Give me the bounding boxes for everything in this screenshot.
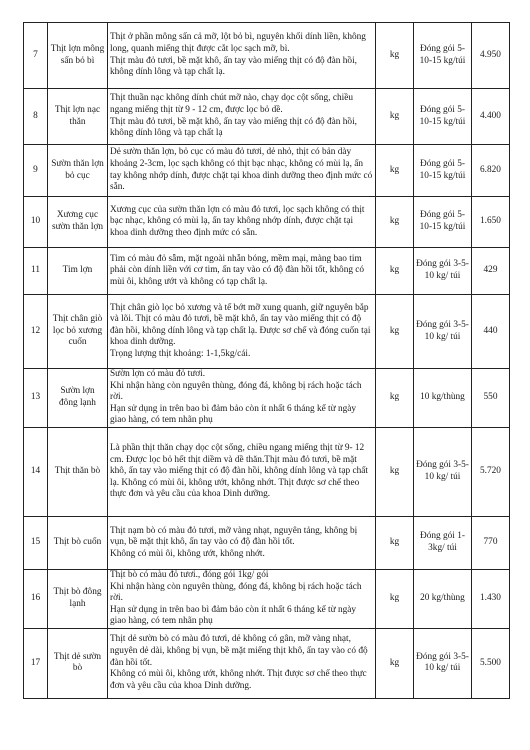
- description-paragraph: Trọng lượng thịt khoảng: 1-1,5kg/cái.: [110, 348, 251, 359]
- description-paragraph: Thịt thuần nạc không dính chút mỡ nào, chạy dọc cột sống, chiều ngang miếng thịt từ 9 - 12 cm, được lọc bỏ dề.: [110, 93, 353, 115]
- packaging: Đóng gói 1-3kg/ túi: [414, 516, 472, 569]
- packaging: Đóng gói 5-10-15 kg/túi: [414, 145, 472, 197]
- description-paragraph: Thịt màu đỏ tươi, bề mặt khô, ấn tay vào miếng thịt có độ đàn hồi, không dính lông và tạp chất lạ.: [110, 55, 357, 78]
- packaging: Đóng gói 3-5-10 kg/ túi: [414, 248, 472, 295]
- table-row: [24, 89, 510, 145]
- quantity: 770: [472, 516, 510, 569]
- row-number: 16: [24, 569, 48, 628]
- description-paragraph: Là phần thịt thăn chạy dọc cột sống, chiều ngang miếng thịt từ 9- 12 cm. Được lọc bỏ hết thịt diềm và dề thăn.Thịt màu đỏ tươi, bề mặt khô, ấn tay vào miếng thịt có độ đàn hồi, không dính lông và tạp chất lạ. Không có mùi ôi, không ướt, không nhớt. Thịt được sơ chế theo thực đơn và yêu cầu của khoa Dinh dưỡng.: [110, 442, 368, 500]
- packaging: 20 kg/thùng: [414, 569, 472, 628]
- row-number: 10: [24, 197, 48, 248]
- product-description: [108, 248, 376, 295]
- table-body: [24, 23, 510, 699]
- product-description: [108, 145, 376, 197]
- product-name: Thịt chân giò lọc bỏ xương cuốn: [48, 295, 108, 369]
- row-number: 13: [24, 369, 48, 428]
- quantity: 5.500: [472, 628, 510, 698]
- description-paragraph: Không có mùi ôi, không ướt, không nhớt.: [110, 548, 265, 559]
- description-paragraph: Thịt chân giò lọc bỏ xương và tế bớt mỡ xung quanh, giữ nguyên bắp và lõi. Thịt có màu đỏ tươi, bề mặt khô, ấn tay vào miếng thịt có độ đàn hồi, không dính lông và tạp chất lạ. Được sơ chế và đóng cuốn tại khoa dinh dưỡng.: [110, 302, 371, 348]
- product-name: Tim lợn: [48, 248, 108, 295]
- product-name: Sườn thăn lợn bỏ cục: [48, 145, 108, 197]
- table-row: [24, 248, 510, 295]
- table-row: [24, 628, 510, 698]
- product-description: [108, 427, 376, 516]
- product-description: [108, 295, 376, 369]
- unit: kg: [376, 295, 414, 369]
- product-spec-table: [23, 22, 510, 699]
- quantity: 4.950: [472, 23, 510, 89]
- row-number: 9: [24, 145, 48, 197]
- description-paragraph: Hạn sử dụng in trên bao bì đảm bảo còn ít nhất 6 tháng kể từ ngày giao hàng, có tem nhãn phụ: [110, 403, 357, 426]
- description-paragraph: Khi nhận hàng còn nguyên thùng, đóng đá, không bị rách hoặc tách rời.: [110, 380, 362, 403]
- product-description: [108, 628, 376, 698]
- packaging: Đóng gói 5-10-15 kg/túi: [414, 197, 472, 248]
- table-row: [24, 516, 510, 569]
- unit: kg: [376, 23, 414, 89]
- table-row: [24, 427, 510, 516]
- product-name: Thịt thăn bò: [48, 427, 108, 516]
- product-name: Thịt lợn mông sấn bỏ bì: [48, 23, 108, 89]
- description-paragraph: Thịt màu đỏ tươi, bề mặt khô, ấn tay vào miếng thịt có độ đàn hồi, không dính lông và tạp chất lạ: [110, 116, 357, 139]
- row-number: 17: [24, 628, 48, 698]
- table-row: [24, 197, 510, 248]
- description-paragraph: Thịt ở phần mông sấn cả mỡ, lột bỏ bì, nguyên khối dính liền, không long, quanh miếng thịt được cắt lọc sạch mỡ, bì.: [110, 32, 366, 54]
- quantity: 440: [472, 295, 510, 369]
- description-paragraph: Thịt dẻ sườn bò có màu đỏ tươi, dẻ không có gân, mỡ vàng nhạt, nguyên dẻ dài, không bị vụn, bề mặt miếng thịt khô, ấn tay vào có độ đàn hồi tốt.: [110, 634, 368, 668]
- product-name: Thịt bò đông lạnh: [48, 569, 108, 628]
- description-paragraph: Hạn sử dụng in trên bao bì đảm bảo còn ít nhất 6 tháng kể từ ngày giao hàng, có tem nhãn phụ: [110, 604, 357, 627]
- packaging: Đóng gói 3-5-10 kg/ túi: [414, 427, 472, 516]
- packaging: 10 kg/thùng: [414, 369, 472, 428]
- packaging: Đóng gói 5-10-15 kg/túi: [414, 89, 472, 145]
- table-row: [24, 369, 510, 428]
- table-row: [24, 23, 510, 89]
- table-row: [24, 295, 510, 369]
- description-paragraph: Khi nhận hàng còn nguyên thùng, đóng đá, không bị rách hoặc tách rời.: [110, 581, 362, 604]
- packaging: Đóng gói 5-10-15 kg/túi: [414, 23, 472, 89]
- packaging: Đóng gói 3-5-10 kg/ túi: [414, 628, 472, 698]
- product-description: [108, 89, 376, 145]
- quantity: 6.820: [472, 145, 510, 197]
- table-row: [24, 569, 510, 628]
- product-description: [108, 369, 376, 428]
- row-number: 8: [24, 89, 48, 145]
- row-number: 11: [24, 248, 48, 295]
- product-name: Xương cục sườn thăn lợn: [48, 197, 108, 248]
- unit: kg: [376, 427, 414, 516]
- quantity: 5.720: [472, 427, 510, 516]
- unit: kg: [376, 369, 414, 428]
- unit: kg: [376, 628, 414, 698]
- description-paragraph: Dẻ sườn thăn lợn, bỏ cục có màu đỏ tươi, dẻ nhỏ, thịt có bản dày khoảng 2-3cm, lọc sạch không có thịt bạc nhạc, không có mùi lạ, ấn tay không nhớp dính, được chặt tại khoa dinh dưỡng theo định mức có sẵn.: [110, 147, 373, 193]
- row-number: 7: [24, 23, 48, 89]
- quantity: 1.650: [472, 197, 510, 248]
- unit: kg: [376, 89, 414, 145]
- description-paragraph: Xương cục của sườn thăn lợn có màu đỏ tươi, lọc sạch không có thịt bạc nhạc, không có mùi lạ, ấn tay không nhớp dính, được chặt tại khoa dinh dưỡng theo định mức có sẵn.: [110, 204, 365, 238]
- unit: kg: [376, 248, 414, 295]
- table-row: [24, 145, 510, 197]
- quantity: 4.400: [472, 89, 510, 145]
- product-description: [108, 23, 376, 89]
- description-paragraph: Tim có màu đỏ sẫm, mặt ngoài nhẵn bóng, mềm mại, màng bao tim phải còn dính liền với cơ tim, ấn tay vào có độ đàn hồi tốt, không có mùi ôi, không ướt và không có tạp chất lạ.: [110, 253, 365, 287]
- product-description: [108, 569, 376, 628]
- packaging: Đóng gói 3-5-10 kg/ túi: [414, 295, 472, 369]
- description-paragraph: Sườn lợn có màu đỏ tươi.: [110, 369, 206, 379]
- description-paragraph: Thịt nạm bò có màu đỏ tươi, mỡ vàng nhạt, nguyên tảng, không bị vụn, bề mặt thịt khô, ấn tay vào có độ đàn hồi tốt.: [110, 525, 358, 548]
- unit: kg: [376, 516, 414, 569]
- product-name: Thịt dẻ sườn bò: [48, 628, 108, 698]
- quantity: 550: [472, 369, 510, 428]
- product-name: Thịt lợn nạc thăn: [48, 89, 108, 145]
- row-number: 12: [24, 295, 48, 369]
- unit: kg: [376, 569, 414, 628]
- quantity: 429: [472, 248, 510, 295]
- unit: kg: [376, 197, 414, 248]
- unit: kg: [376, 145, 414, 197]
- description-paragraph: Thịt bò có màu đỏ tươi., đóng gói 1kg/ gói: [110, 569, 269, 580]
- row-number: 15: [24, 516, 48, 569]
- row-number: 14: [24, 427, 48, 516]
- description-paragraph: Không có mùi ôi, không ướt, không nhớt. Thịt được sơ chế theo thực đơn và yêu cầu của khoa Dinh dưỡng.: [110, 669, 367, 691]
- product-name: Thịt bò cuốn: [48, 516, 108, 569]
- product-description: [108, 197, 376, 248]
- product-name: Sườn lợn đông lạnh: [48, 369, 108, 428]
- product-description: [108, 516, 376, 569]
- quantity: 1.430: [472, 569, 510, 628]
